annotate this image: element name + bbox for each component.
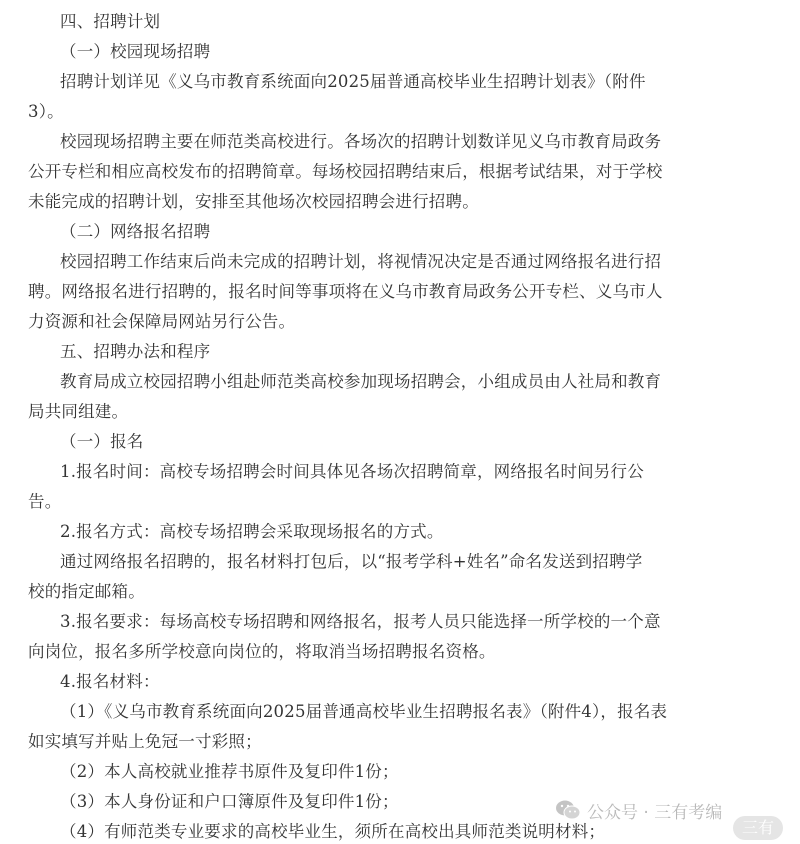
text-line: 未能完成的招聘计划，安排至其他场次校园招聘会进行招聘。	[28, 192, 479, 211]
wechat-icon	[555, 799, 581, 821]
text-line: （3）本人身份证和户口簿原件及复印件1份；	[60, 792, 399, 811]
text-line: 校的指定邮箱。	[28, 582, 145, 601]
watermark	[555, 796, 722, 824]
text-line: 4.报名材料：	[60, 672, 160, 691]
text-line: 公开专栏和相应高校发布的招聘简章。每场校园招聘结束后，根据考试结果，对于学校	[28, 162, 663, 181]
text-line: （2）本人高校就业推荐书原件及复印件1份；	[60, 762, 399, 781]
text-line: 力资源和社会保障局网站另行公告。	[28, 312, 296, 331]
text-line: 聘。网络报名进行招聘的，报名时间等事项将在义乌市教育局政务公开专栏、义乌市人	[28, 282, 663, 301]
watermark-badge: 三有	[733, 816, 783, 840]
text-line: 四、招聘计划	[60, 12, 161, 31]
text-line: 告。	[28, 492, 62, 511]
text-line: 教育局成立校园招聘小组赴师范类高校参加现场招聘会，小组成员由人社局和教育	[60, 372, 662, 391]
text-line: （一）校园现场招聘	[60, 42, 211, 61]
text-line: （1）《义乌市教育系统面向2025届普通高校毕业生招聘报名表》（附件4），报名表	[60, 702, 668, 721]
text-line: （4）有师范类专业要求的高校毕业生，须所在高校出具师范类说明材料；	[60, 822, 606, 841]
text-line: 1.报名时间：高校专场招聘会时间具体见各场次招聘简章，网络报名时间另行公	[60, 462, 644, 481]
text-line: 校园招聘工作结束后尚未完成的招聘计划，将视情况决定是否通过网络报名进行招	[60, 252, 662, 271]
text-line: 向岗位，报名多所学校意向岗位的，将取消当场招聘报名资格。	[28, 642, 496, 661]
text-line: 局共同组建。	[28, 402, 129, 421]
text-line: 通过网络报名招聘的，报名材料打包后，以“报考学科+姓名”命名发送到招聘学	[60, 552, 643, 571]
text-line: 校园现场招聘主要在师范类高校进行。各场次的招聘计划数详见义乌市教育局政务	[60, 132, 662, 151]
text-line: 五、招聘办法和程序	[60, 342, 211, 361]
watermark-text: 公众号 · 三有考编	[587, 802, 723, 823]
text-line: 3）。	[28, 102, 64, 121]
text-line: 招聘计划详见《义乌市教育系统面向2025届普通高校毕业生招聘计划表》（附件	[60, 72, 646, 91]
text-line: （二）网络报名招聘	[60, 222, 211, 241]
text-line: （一）报名	[60, 432, 144, 451]
text-line: 如实填写并贴上免冠一寸彩照；	[28, 732, 262, 751]
text-line: 3.报名要求：每场高校专场招聘和网络报名，报考人员只能选择一所学校的一个意	[60, 612, 661, 631]
text-line: 2.报名方式：高校专场招聘会采取现场报名的方式。	[60, 522, 444, 541]
